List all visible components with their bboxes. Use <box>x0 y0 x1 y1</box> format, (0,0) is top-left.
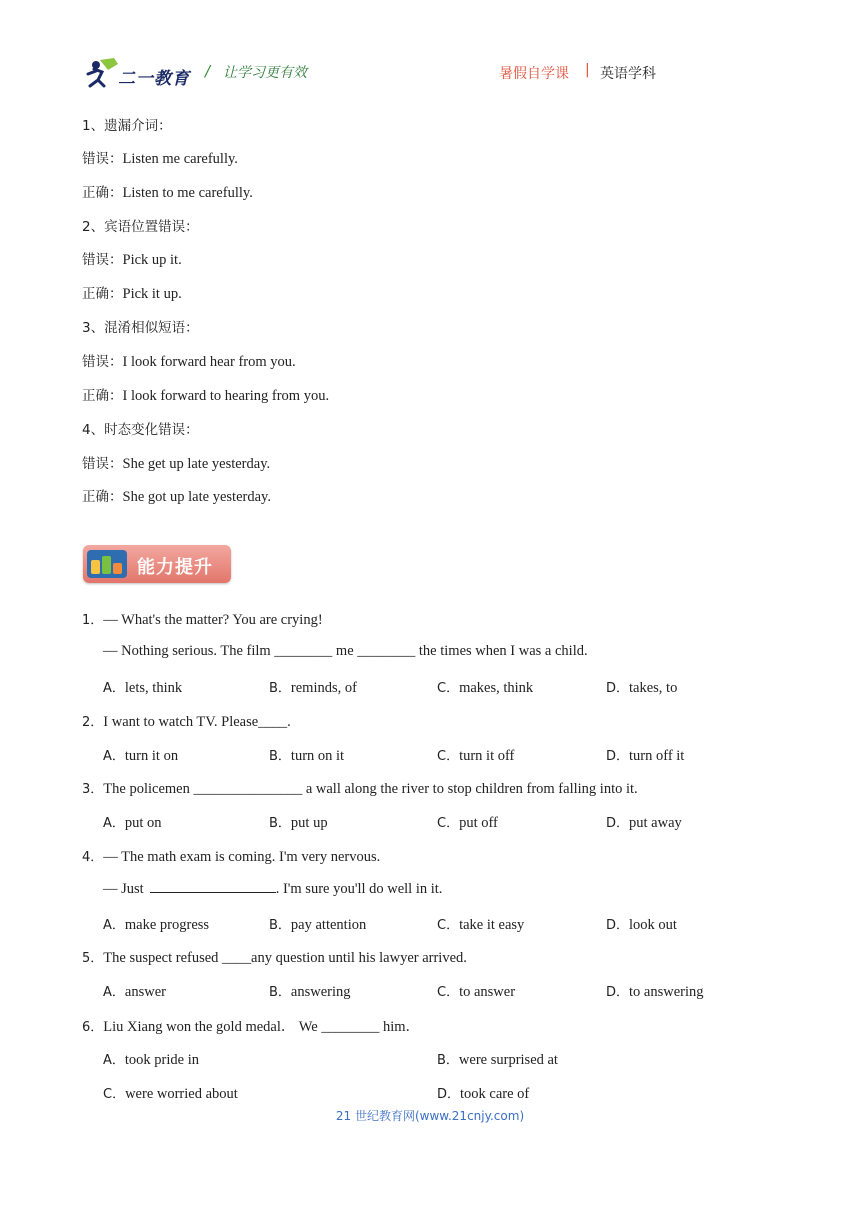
right-label: 正确： <box>82 388 123 404</box>
question-stem: — What's the matter? You are crying! <box>103 612 323 628</box>
option-text: look out <box>629 917 677 933</box>
slogan: 让学习更有效 <box>223 65 307 81</box>
option-a[interactable] <box>103 745 178 765</box>
option-a[interactable] <box>103 1049 199 1069</box>
option-letter: C． <box>437 681 460 696</box>
slogan-divider: / <box>205 62 211 80</box>
option-b[interactable] <box>269 981 351 1001</box>
option-text: take it easy <box>459 917 525 933</box>
option-text: make progress <box>124 917 210 933</box>
runner-icon <box>82 56 122 90</box>
option-c[interactable] <box>437 812 498 832</box>
question-stem: — The math exam is coming. I'm very nervous. <box>103 849 381 865</box>
error-wrong-line <box>82 350 296 371</box>
option-text: put up <box>290 815 328 831</box>
wrong-label: 错误： <box>82 252 123 268</box>
option-letter: B． <box>269 918 291 933</box>
option-a[interactable] <box>103 812 162 832</box>
error-title: 4、时态变化错误： <box>82 422 199 438</box>
option-letter: D． <box>437 1087 461 1102</box>
error-title: 2、宾语位置错误： <box>82 219 199 235</box>
course-name: 暑假自学课 <box>499 66 569 82</box>
line-text: . I'm sure you'll do well in it. <box>275 881 443 897</box>
option-text: lets, think <box>124 680 183 696</box>
section-title: 能力提升 <box>137 557 213 578</box>
question-number: 6． <box>82 1020 104 1035</box>
option-text: takes, to <box>629 680 678 696</box>
option-text: turn on it <box>290 748 345 764</box>
logo-text: 二一教育 <box>118 69 190 89</box>
option-b[interactable] <box>269 745 344 765</box>
section-banner <box>83 545 231 583</box>
option-letter: B． <box>269 816 291 831</box>
option-letter: B． <box>269 985 291 1000</box>
question-line: — Nothing serious. The film ________ me ________ the times when I was a child. <box>103 643 588 659</box>
question-stem: I want to watch TV. Please____. <box>103 714 291 730</box>
right-example: Listen to me carefully. <box>122 185 253 201</box>
question-6 <box>82 1015 420 1036</box>
question-3 <box>82 778 638 798</box>
option-d[interactable] <box>606 981 704 1001</box>
option-text: turn it on <box>124 748 179 764</box>
option-letter: D． <box>606 681 630 696</box>
page-header <box>0 0 860 100</box>
option-text: were surprised at <box>458 1052 558 1068</box>
option-text: turn off it <box>629 748 685 764</box>
wrong-label: 错误： <box>82 151 123 167</box>
question-5 <box>82 947 467 967</box>
option-letter: C． <box>437 918 460 933</box>
option-b[interactable] <box>269 812 328 832</box>
option-letter: A． <box>103 985 125 1000</box>
option-letter: D． <box>606 985 630 1000</box>
option-letter: A． <box>103 918 125 933</box>
option-text: turn it off <box>459 748 515 764</box>
wrong-example: Pick up it. <box>122 252 182 268</box>
question-number: 2． <box>82 715 104 730</box>
right-example: She got up late yesterday. <box>122 489 271 505</box>
option-c[interactable] <box>437 981 515 1001</box>
right-label: 正确： <box>82 286 123 302</box>
option-text: took care of <box>460 1086 530 1102</box>
option-letter: A． <box>103 749 125 764</box>
option-letter: C． <box>103 1087 126 1102</box>
line-text: — Just <box>103 881 144 897</box>
error-title: 3、混淆相似短语： <box>82 320 199 336</box>
error-wrong-line <box>82 147 238 168</box>
option-text: answering <box>290 984 351 1000</box>
question-number: 3． <box>82 782 104 797</box>
option-text: put off <box>459 815 498 831</box>
option-text: to answer <box>459 984 516 1000</box>
option-d[interactable] <box>606 812 682 832</box>
wrong-example: Listen me carefully. <box>122 151 238 167</box>
option-letter: C． <box>437 985 460 1000</box>
right-label: 正确： <box>82 185 123 201</box>
question-number: 1． <box>82 613 104 628</box>
option-letter: D． <box>606 749 630 764</box>
question-2 <box>82 711 291 731</box>
error-wrong-line <box>82 452 270 473</box>
question-line <box>103 880 442 898</box>
question-1 <box>82 609 323 629</box>
question-stem: The suspect refused ____any question until his lawyer arrived. <box>103 950 467 966</box>
option-letter: D． <box>606 918 630 933</box>
option-letter: C． <box>437 749 460 764</box>
option-c[interactable] <box>437 914 524 934</box>
option-letter: A． <box>103 1053 125 1068</box>
option-text: makes, think <box>459 680 534 696</box>
option-d[interactable] <box>606 914 677 934</box>
wrong-label: 错误： <box>82 354 123 370</box>
option-letter: A． <box>103 681 125 696</box>
option-text: pay attention <box>290 917 367 933</box>
option-d[interactable] <box>437 1083 529 1103</box>
question-number: 5． <box>82 951 104 966</box>
option-letter: B． <box>269 749 291 764</box>
option-letter: B． <box>269 681 291 696</box>
option-letter: A． <box>103 816 125 831</box>
question-number: 4． <box>82 850 104 865</box>
option-text: took pride in <box>124 1052 200 1068</box>
option-d[interactable] <box>606 677 677 697</box>
option-c[interactable] <box>103 1083 238 1103</box>
error-right-line <box>82 485 271 506</box>
option-a[interactable] <box>103 914 209 934</box>
error-right-line <box>82 384 329 405</box>
error-right-line <box>82 282 182 303</box>
option-a[interactable] <box>103 677 182 697</box>
answer-blank <box>150 880 276 893</box>
question-4 <box>82 846 380 866</box>
error-wrong-line <box>82 248 182 269</box>
logo <box>82 56 192 90</box>
option-letter: C． <box>437 816 460 831</box>
subject-name: 英语学科 <box>600 66 656 82</box>
option-b[interactable] <box>269 914 366 934</box>
option-text: put on <box>124 815 162 831</box>
option-letter: B． <box>437 1053 459 1068</box>
option-text: were worried about <box>125 1086 238 1102</box>
error-title: 1、遗漏介词： <box>82 118 172 134</box>
right-example: I look forward to hearing from you. <box>122 388 330 404</box>
option-a[interactable] <box>103 981 166 1001</box>
option-c[interactable] <box>437 677 533 697</box>
question-stem: Liu Xiang won the gold medal． We ________ him． <box>103 1019 421 1035</box>
option-text: answer <box>124 984 166 1000</box>
right-example: Pick it up. <box>122 286 182 302</box>
option-text: reminds, of <box>290 680 357 696</box>
option-b[interactable] <box>269 677 357 697</box>
page-footer[interactable]: 21 世纪教育网(www.21cnjy.com) <box>335 1109 525 1123</box>
wrong-example: She get up late yesterday. <box>122 456 271 472</box>
option-letter: D． <box>606 816 630 831</box>
chart-icon <box>87 550 127 578</box>
option-c[interactable] <box>437 745 514 765</box>
right-label: 正确： <box>82 489 123 505</box>
error-right-line <box>82 181 253 202</box>
option-d[interactable] <box>606 745 684 765</box>
wrong-example: I look forward hear from you. <box>122 354 296 370</box>
option-text: to answering <box>629 984 704 1000</box>
wrong-label: 错误： <box>82 456 123 472</box>
option-text: put away <box>629 815 682 831</box>
header-separator: | <box>585 62 590 78</box>
question-stem: The policemen _______________ a wall along the river to stop children from falling into it. <box>103 781 638 797</box>
option-b[interactable] <box>437 1049 558 1069</box>
